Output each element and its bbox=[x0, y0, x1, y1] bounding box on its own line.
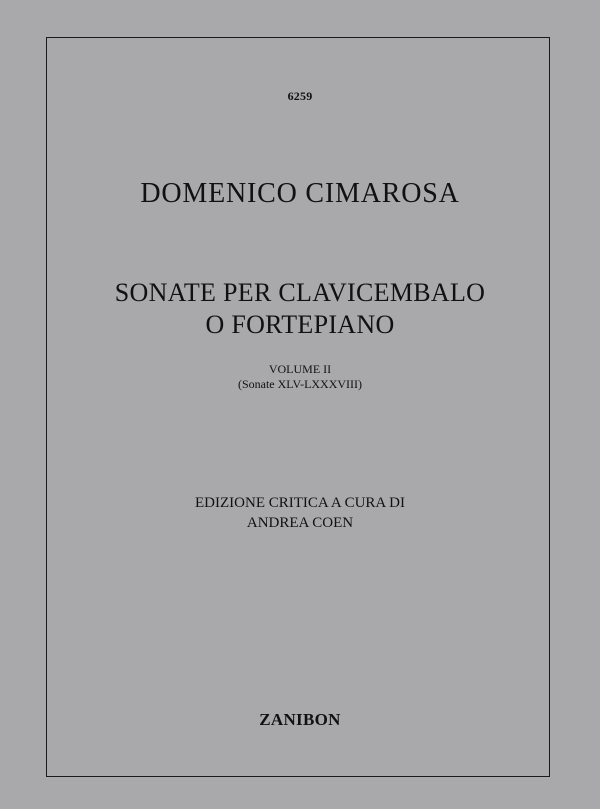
editor-name: ANDREA COEN bbox=[246, 515, 354, 531]
title-line-1: SONATE PER CLAVICEMBALO bbox=[114, 278, 486, 307]
publisher-name: ZANIBON bbox=[259, 710, 341, 729]
catalog-number: 6259 bbox=[287, 89, 313, 103]
edition-line-1: EDIZIONE CRITICA A CURA DI bbox=[195, 495, 405, 511]
volume-label: VOLUME II bbox=[268, 362, 332, 376]
sonate-range: (Sonate XLV-LXXXVIII) bbox=[237, 377, 363, 391]
cover-frame-border bbox=[46, 37, 550, 777]
composer-name: DOMENICO CIMAROSA bbox=[140, 178, 460, 209]
title-line-2: O FORTEPIANO bbox=[205, 310, 395, 339]
